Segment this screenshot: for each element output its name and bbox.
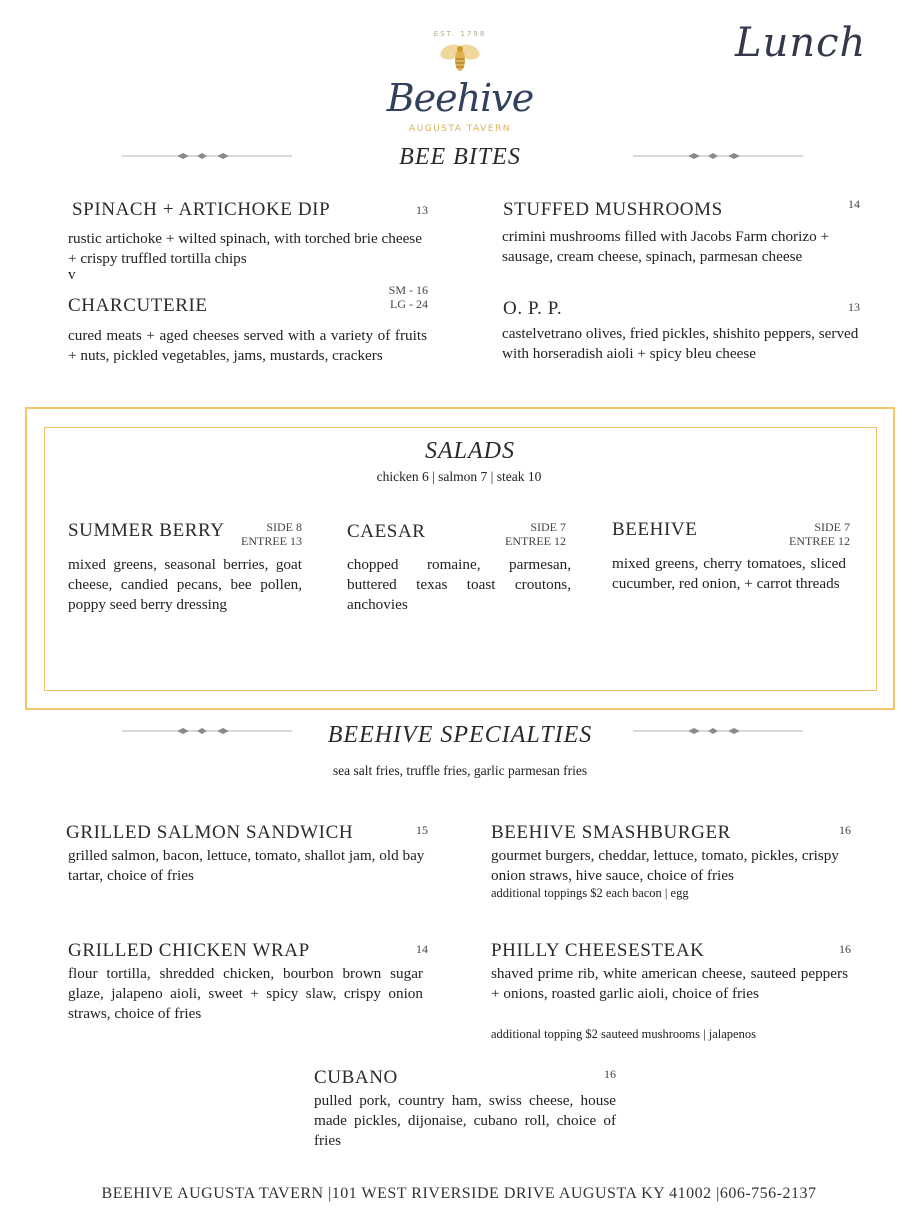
item-price: 13 [848,300,860,314]
item-price-side: SIDE 7 [530,520,566,534]
item-price-small: SM - 16 [388,283,428,297]
logo-subtitle: AUGUSTA TAVERN [408,124,512,134]
item-addon-note: additional toppings $2 each bacon | egg [491,886,689,900]
section-title-salads: SALADS [425,438,515,464]
salad-protein-addons: chicken 6 | salmon 7 | steak 10 [376,469,542,484]
item-title: GRILLED CHICKEN WRAP [68,940,310,961]
item-price: 14 [416,942,428,956]
logo-wordmark: Beehive [386,76,534,120]
item-description: mixed greens, seasonal berries, goat cheese, candied pecans, bee pollen, poppy seed berry dressing [68,556,302,613]
item-price: 16 [839,823,851,837]
item-price-side: SIDE 7 [814,520,850,534]
item-price-side: SIDE 8 [266,520,302,534]
item-description: shaved prime rib, white american cheese, sauteed peppers + onions, roasted garlic aioli, choice of fries [491,965,848,1002]
item-price-entree: ENTREE 12 [505,534,566,548]
item-price: 15 [416,823,428,837]
item-price: 16 [839,942,851,956]
item-description: rustic artichoke + wilted spinach, with torched brie cheese + crispy truffled tortilla chips [68,230,422,267]
bee-icon [438,40,482,76]
item-description: pulled pork, country ham, swiss cheese, house made pickles, dijonaise, cubano roll, choice of fries [314,1092,616,1149]
item-price: 14 [848,197,860,211]
item-price: 16 [604,1067,616,1081]
item-description: gourmet burgers, cheddar, lettuce, tomato, pickles, crispy onion straws, hive sauce, choice of fries [491,847,839,884]
item-title: CUBANO [314,1067,398,1088]
menu-label: Lunch [735,20,867,66]
item-title: BEEHIVE SMASHBURGER [491,822,731,843]
item-title: SPINACH + ARTICHOKE DIP [72,199,331,220]
item-title: PHILLY CHEESESTEAK [491,940,705,961]
ornament-divider-left [122,151,292,161]
ornament-divider-right [633,151,803,161]
item-price-entree: ENTREE 13 [241,534,302,548]
item-description: mixed greens, cherry tomatoes, sliced cucumber, red onion, + carrot threads [612,555,846,592]
item-title: GRILLED SALMON SANDWICH [66,822,354,843]
item-description: castelvetrano olives, fried pickles, shishito peppers, served with horseradish aioli + spicy bleu cheese [502,325,859,362]
item-price-entree: ENTREE 12 [789,534,850,548]
item-title: CHARCUTERIE [68,295,208,316]
item-title: STUFFED MUSHROOMS [503,199,723,220]
logo-established: EST. 1798 [433,30,487,38]
ornament-divider-right [633,726,803,736]
item-description: chopped romaine, parmesan, buttered texas toast croutons, anchovies [347,556,571,613]
item-description: crimini mushrooms filled with Jacobs Farm chorizo + sausage, cream cheese, spinach, parmesan cheese [502,228,830,265]
item-price-large: LG - 24 [390,297,428,311]
item-title: SUMMER BERRY [68,520,225,541]
item-title: BEEHIVE [612,519,698,540]
section-title-bee-bites: BEE BITES [399,144,521,170]
dietary-tag: v [68,266,76,283]
item-description: cured meats + aged cheeses served with a variety of fruits + nuts, pickled vegetables, jams, mustards, crackers [68,327,427,364]
item-title: O. P. P. [503,298,563,319]
item-price: 13 [416,203,428,217]
item-description: grilled salmon, bacon, lettuce, tomato, shallot jam, old bay tartar, choice of fries [68,847,425,884]
ornament-divider-left [122,726,292,736]
footer-address: BEEHIVE AUGUSTA TAVERN |101 WEST RIVERSIDE DRIVE AUGUSTA KY 41002 |606-756-2137 [101,1185,817,1202]
item-title: CAESAR [347,521,426,542]
beehive-logo [380,28,540,140]
item-description: flour tortilla, shredded chicken, bourbon brown sugar glaze, jalapeno aioli, sweet + spicy slaw, crispy onion straws, choice of fries [68,965,423,1022]
item-addon-note: additional topping $2 sauteed mushrooms | jalapenos [491,1027,756,1041]
fries-options: sea salt fries, truffle fries, garlic parmesan fries [332,763,588,778]
section-title-specialties: BEEHIVE SPECIALTIES [327,722,593,748]
